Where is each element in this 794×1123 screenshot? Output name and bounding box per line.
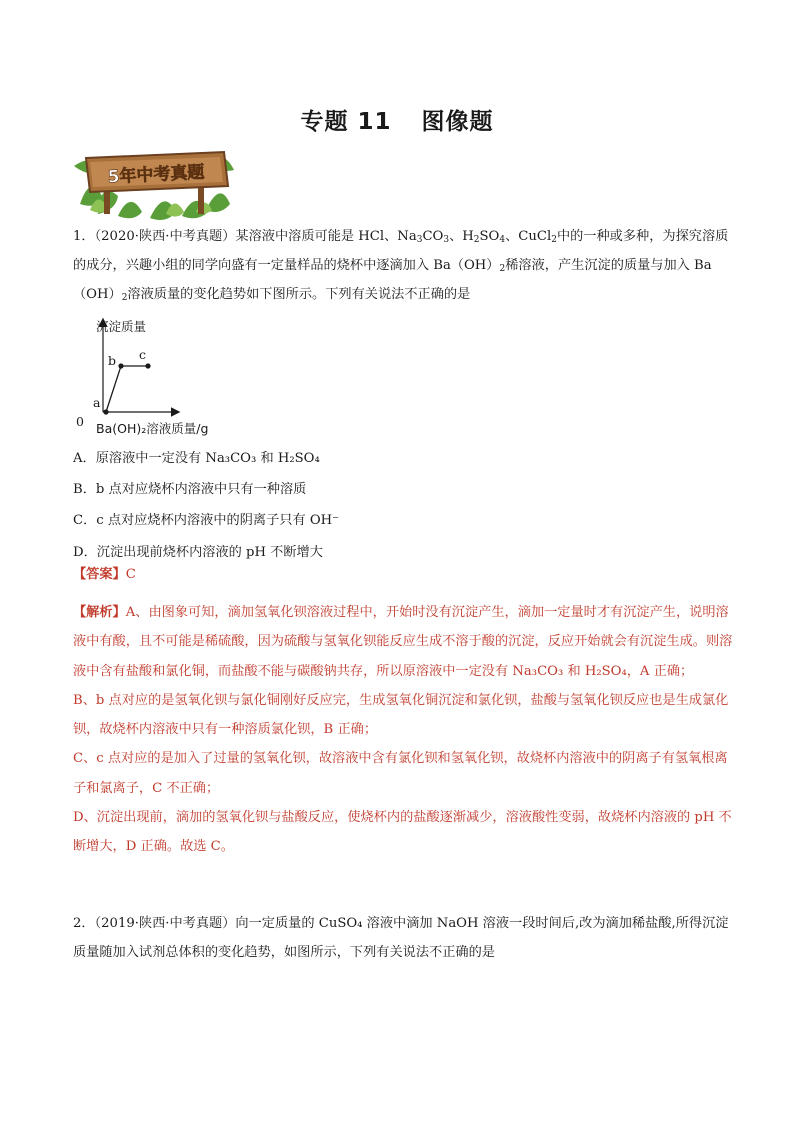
option-c: C．c 点对应烧杯内溶液中的阴离子只有 OH⁻ — [73, 513, 340, 528]
answer-label: 【答案】 — [73, 567, 126, 582]
answer — [73, 563, 136, 582]
point-c-dot — [145, 363, 150, 368]
option-b: B．b 点对应烧杯内溶液中只有一种溶质 — [73, 482, 307, 497]
q1-text-a: 1．（2020·陕西·中考真题）某溶液中溶质可能是 HCl、Na — [73, 229, 417, 244]
analysis — [73, 598, 733, 862]
point-c-label: c — [139, 347, 147, 362]
q1-text-c: 、H — [449, 229, 474, 244]
point-b-label: b — [108, 353, 117, 368]
analysis-para-c: C、c 点对应的是加入了过量的氢氧化钡，故溶液中含有氯化钡和氢氧化钡，故烧杯内溶液中的阴离子有氢氧根离子和氯离子，C 不正确； — [73, 751, 728, 796]
title-name: 图像题 — [421, 109, 494, 135]
option-a: A．原溶液中一定没有 Na₃CO₃ 和 H₂SO₄ — [73, 451, 320, 466]
analysis-para-a — [73, 598, 733, 686]
x-axis-label: Ba(OH)₂溶液质量/g — [96, 421, 209, 436]
q1-text-h: 溶液质量的变化趋势如下图所示。下列有关说法不正确的是 — [127, 287, 471, 302]
analysis-label: 【解析】 — [73, 605, 126, 620]
y-axis-label: 沉淀质量 — [96, 319, 147, 334]
precipitate-curve — [106, 366, 148, 412]
question-2: 2．（2019·陕西·中考真题）向一定质量的 CuSO₄ 溶液中滴加 NaOH 溶液一段时间后,改为滴加稀盐酸,所得沉淀质量随加入试剂总体积的变化趋势，如图所示，下列有关说法不正确的是 — [73, 916, 729, 960]
q1-text-f: 中的一种或多种，为探究溶质的成分，兴趣小组的同学向盛有一定量样品的烧杯中逐滴加入 Ba（OH） — [73, 229, 729, 273]
q1-text-g: 稀溶液，产生沉淀的质量与加入 Ba（OH） — [73, 258, 712, 302]
exam-badge — [70, 144, 238, 220]
title-number: 专题 11 — [300, 109, 392, 135]
question-1: 1．（2020·陕西·中考真题）某溶液中溶质可能是 HCl、$Na_3CO_3$、$H_2SO_4$、CuCl$_2$中的一种或多种，为探究溶质的成分，兴趣小组的同学向盛有一定量样品的烧杯中逐滴加入 $Ba(OH)_2$稀溶液，产生沉淀的质量与加入 $Ba(OH)_2$溶液质量的变化趋势如下图所示。下列有关说法不正确的是 — [73, 229, 729, 303]
point-a-label: a — [93, 395, 101, 410]
page-title — [0, 103, 794, 136]
origin-label: 0 — [76, 414, 84, 429]
analysis-text-a: A、由图象可知，滴加氢氧化钡溶液过程中，开始时没有沉淀产生，滴加一定量时才有沉淀产生，说明溶液中有酸，且不可能是稀硫酸，因为硫酸与氢氧化钡能反应生成不溶于酸的沉淀，反应开始就会有沉淀生成。则溶液中含有盐酸和氯化铜，而盐酸不能与碳酸钠共存，所以原溶液中一定没有 Na₃CO₃ 和 H₂SO₄，A 正确； — [73, 605, 733, 679]
analysis-para-d: D、沉淀出现前，滴加的氢氧化钡与盐酸反应，使烧杯内的盐酸逐渐减少，溶液酸性变弱，故烧杯内溶液的 pH 不断增大，D 正确。故选 C。 — [73, 810, 732, 855]
q1-text-b: CO — [422, 229, 444, 244]
answer-value: C — [125, 567, 136, 582]
precipitate-graph — [72, 314, 272, 440]
badge-label: 5年中考真题 — [107, 162, 205, 188]
option-d: D．沉淀出现前烧杯内溶液的 pH 不断增大 — [73, 545, 323, 560]
q1-text-e: 、CuCl — [505, 229, 552, 244]
point-b-dot — [118, 363, 123, 368]
q1-text-d: SO — [479, 229, 500, 244]
analysis-para-b: B、b 点对应的是氢氧化钡与氯化铜刚好反应完，生成氢氧化铜沉淀和氯化钡，盐酸与氢氧化钡反应也是生成氯化钡，故烧杯内溶液中只有一种溶质氯化钡，B 正确； — [73, 692, 729, 738]
point-a-dot — [103, 409, 108, 414]
